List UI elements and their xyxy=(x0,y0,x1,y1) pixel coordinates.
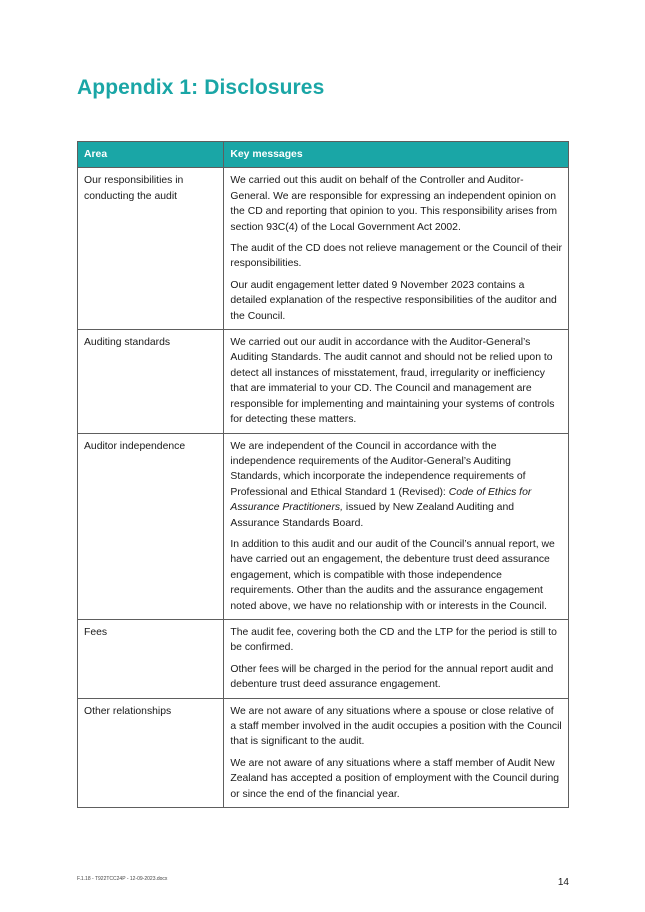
message-paragraph xyxy=(230,439,562,531)
disclosures-table xyxy=(77,141,569,808)
key-messages-cell xyxy=(224,698,569,807)
message-paragraph: The audit fee, covering both the CD and the LTP for the period is still to be confirmed. xyxy=(230,626,557,654)
message-paragraph: We are not aware of any situations where a staff member of Audit New Zealand has accepted a position of employment with the Council during or since the end of the financial year. xyxy=(230,757,560,800)
page-title: Appendix 1: Disclosures xyxy=(77,76,325,99)
table-row xyxy=(78,330,569,433)
message-paragraph: The audit of the CD does not relieve management or the Council of their responsibilities. xyxy=(230,243,562,270)
page-number: 14 xyxy=(557,877,569,888)
header-key-messages: Key messages xyxy=(224,142,569,168)
header-area: Area xyxy=(78,142,224,168)
message-text: We are independent of the Council in accordance with the independence requirements of the Auditor-General’s Auditing Standards, which incorporate the independence requirements of Professional and Ethical Standard 1 (Revised): xyxy=(230,440,526,498)
table-row xyxy=(78,698,569,807)
key-messages-cell xyxy=(224,168,569,330)
code-of-ethics-reference: Code of Ethics for Assurance Practitioners, xyxy=(230,486,532,514)
message-paragraph: We carried out this audit on behalf of the Controller and Auditor-General. We are responsible for expressing an independent opinion on the CD and reporting that opinion to you. This responsibility arises from section 93C(4) of the Local Government Act 2002. xyxy=(230,175,558,233)
key-messages-cell xyxy=(224,330,569,433)
table-row xyxy=(78,168,569,330)
area-cell: Fees xyxy=(78,619,224,698)
area-cell: Auditing standards xyxy=(78,330,224,433)
footer-document-reference: F.1.18 - T922TCC24P - 12-09-2023.docx xyxy=(77,876,168,882)
table-row xyxy=(78,433,569,619)
message-paragraph: In addition to this audit and our audit of the Council’s annual report, we have carried out an engagement, the debenture trust deed assurance engagement, which is compatible with those independence requirements. Other than the audits and the assurance engagement noted above, we have no relationship with or interests in the Council. xyxy=(230,538,555,612)
area-cell: Other relationships xyxy=(78,698,224,807)
message-paragraph: We carried out our audit in accordance with the Auditor-General’s Auditing Standards. The audit cannot and should not be relied upon to detect all instances of misstatement, fraud, irregularity or inefficiency that are immaterial to your CD. The Council and management are responsible for implementing and maintaining your systems of controls for detecting these matters. xyxy=(230,337,555,426)
message-paragraph: Other fees will be charged in the period for the annual report audit and debenture trust deed assurance engagement. xyxy=(230,663,554,691)
key-messages-cell xyxy=(224,619,569,698)
table-header-row xyxy=(78,142,569,168)
area-cell: Our responsibilities in conducting the audit xyxy=(78,168,224,330)
table-row xyxy=(78,619,569,698)
message-text: issued by New Zealand Auditing and Assurance Standards Board. xyxy=(230,502,514,529)
message-paragraph: We are not aware of any situations where a spouse or close relative of a staff member involved in the audit occupies a position with the Council that is significant to the audit. xyxy=(230,705,562,748)
key-messages-cell xyxy=(224,433,569,619)
area-cell: Auditor independence xyxy=(78,433,224,619)
message-paragraph: Our audit engagement letter dated 9 November 2023 contains a detailed explanation of the respective responsibilities of the auditor and the Council. xyxy=(230,279,557,322)
